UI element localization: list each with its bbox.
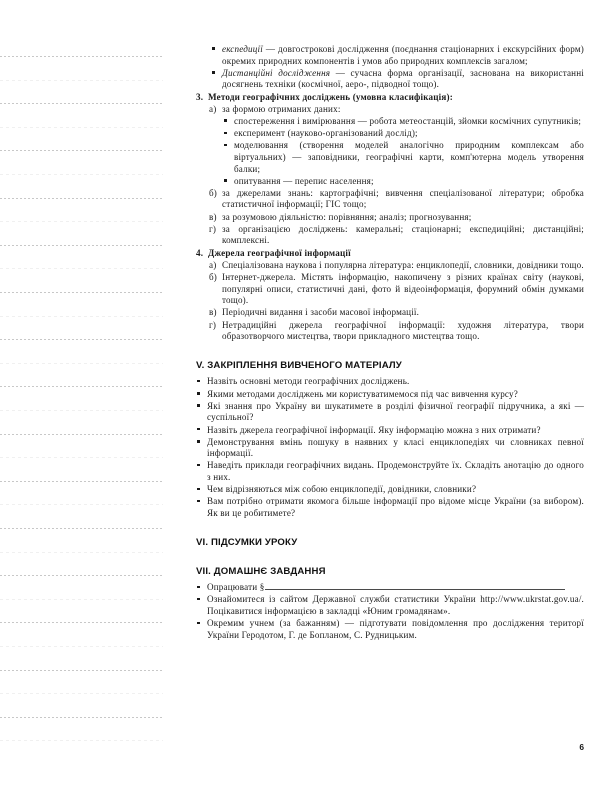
sub-item-text: Нетрадиційні джерела географічної інформації: художня література, твори образотворчого мистецтва, твори прикладного мистецтва тощо. (222, 319, 584, 342)
list-item (196, 425, 584, 437)
list-item-text: опитування — перепис населення; (234, 175, 374, 186)
list-item (196, 460, 584, 483)
square-bullet-icon (224, 179, 227, 182)
list-item (196, 484, 584, 496)
list-item (196, 496, 584, 519)
list-item-text: — сучасна форма організації, заснована на використанні досягнень техніки (космічної, аеро-, підводної тощо). (222, 67, 584, 90)
list-item-text: Назвіть джерела географічної інформації. Яку інформацію можна з них отримати? (207, 424, 541, 435)
sub-item-letter: б) (209, 187, 218, 198)
sub-item-letter: в) (209, 211, 217, 222)
section-heading-vi: VI. ПІДСУМКИ УРОКУ (196, 537, 298, 549)
list-item-text: Назвіть основні методи географічних досліджень. (207, 376, 410, 387)
homework-item-text: Окремим учнем (за бажанням) — підготувати повідомлення про дослідження територї України Геродотом, Г. де Бопланом, С. Рудницьким. (207, 618, 584, 640)
list-item-text: — довгострокові дослідження (поєднання стаціонарних і екскурсійних форм) окремих природних компонентів і умов або природних комплексів загалом; (222, 44, 584, 66)
item-number: 4. (196, 247, 204, 258)
sub-item-text: Періодичні видання і засоби масової інформації. (222, 307, 420, 318)
sub-item-text: Спеціалізована наукова і популярна література: енциклопедії, словники, довідники тощо. (222, 259, 584, 270)
sub-item-text: за організацією досліджень: камеральні; стаціонарні; експедиційні; дистанційні; комплексні. (222, 223, 584, 246)
list-item (196, 401, 584, 424)
sub-item-text: Інтернет-джерела. Містять інформацію, накопичену з різних країнах світу (наукові, популярні описи, статистичні дані, фото й відеоінформація, форумний обмін думками тощо). (222, 272, 584, 306)
list-item-text: моделювання (створення моделей аналогічно природним комплексам або віртуальних) — заповідники, географічні карти, комп'ютерна модель утворення балки; (234, 140, 584, 174)
section-heading-v: V. ЗАКРІПЛЕННЯ ВИВЧЕНОГО МАТЕРІАЛУ (196, 360, 402, 372)
item-title: Методи географічних досліджень (умовна класифікація): (208, 91, 453, 102)
list-item (196, 68, 584, 91)
list-item (196, 116, 584, 128)
square-bullet-icon (224, 144, 227, 147)
sub-item-text: за джерелами знань: картографічні; вивчення спеціалізованої літератури; обробка статистичної інформації; ГІС тощо; (222, 187, 584, 210)
homework-item-3 (196, 618, 584, 641)
list-item (196, 437, 584, 460)
numbered-item-4 (196, 248, 584, 260)
sub-item-letter: г) (209, 223, 217, 234)
list-item-text: спостереження і вимірювання — робота метеостанцій, зйомки космічних супутників; (234, 115, 582, 126)
sub-item-letter: б) (209, 272, 218, 282)
sub-item-3b (196, 188, 584, 211)
square-bullet-icon (197, 440, 200, 443)
list-item (196, 176, 584, 188)
item-title: Джерела географічної інформації (208, 247, 351, 258)
square-bullet-icon (197, 488, 200, 491)
square-bullet-icon (197, 392, 200, 395)
blank-fill-line[interactable] (265, 582, 565, 590)
sub-item-letter: а) (209, 259, 217, 270)
sub-item-text: за розумовою діяльністю: порівняння; аналіз; прогнозування; (222, 211, 472, 222)
spacer (196, 549, 584, 566)
sub-item-3c (196, 212, 584, 224)
square-bullet-icon (197, 380, 200, 383)
square-bullet-icon (224, 119, 227, 122)
numbered-item-3 (196, 92, 584, 104)
sub-item-3a (196, 104, 584, 116)
square-bullet-icon (197, 622, 200, 625)
list-item (196, 44, 584, 67)
term-emphasis: Дистанційні дослідження (222, 67, 331, 78)
square-bullet-icon (197, 428, 200, 431)
homework-item-text: Опрацювати § (207, 582, 265, 593)
list-item-text: Демонстрування вмінь пошуку в наявних у класі енциклопедіях чи словниках певної інформації. (207, 436, 584, 459)
homework-item-1 (196, 582, 584, 594)
list-item-text: Які знання про Україну ви шукатимете в розділі фізичної географії підручника, а які — суспільної? (207, 400, 584, 423)
square-bullet-icon (212, 71, 215, 74)
content-column (196, 44, 584, 642)
list-item-text: експеримент (науково-організований дослід); (234, 128, 418, 139)
sub-item-letter: г) (209, 319, 217, 330)
list-item (196, 128, 584, 140)
square-bullet-icon (197, 500, 200, 503)
square-bullet-icon (197, 586, 200, 589)
list-item (196, 389, 584, 401)
sub-item-letter: в) (209, 307, 217, 318)
square-bullet-icon (212, 47, 215, 50)
page-number: 6 (579, 742, 584, 752)
item-number: 3. (196, 91, 204, 102)
spacer (196, 520, 584, 537)
spacer (196, 343, 584, 360)
sub-item-4b (196, 272, 584, 307)
sub-item-letter: а) (209, 103, 217, 114)
list-item-text: Чем відрізняються між собою енциклопедії, довідники, словники? (207, 484, 477, 495)
list-item-text: Вам потрібно отримати якомога більше інформації про відоме місце України (за вибором). Як ви це робитимете? (207, 496, 584, 519)
square-bullet-icon (197, 404, 200, 407)
section-heading-vii: VII. ДОМАШНЄ ЗАВДАННЯ (196, 566, 326, 578)
sub-item-4d (196, 320, 584, 343)
square-bullet-icon (197, 464, 200, 467)
square-bullet-icon (224, 132, 227, 135)
square-bullet-icon (197, 598, 200, 601)
list-item (196, 376, 584, 388)
sub-item-4a (196, 260, 584, 272)
sub-item-3d (196, 224, 584, 247)
list-item-text: Наведіть приклади географічних видань. Продемонструйте їх. Складіть анотацію до одного з них. (207, 460, 584, 483)
list-item (196, 140, 584, 175)
sub-item-4c (196, 307, 584, 319)
homework-item-2 (196, 594, 584, 617)
homework-item-text: Ознайомитеся із сайтом Державної служби статистики України http://www.ukrstat.gov.ua/. Поцікавитися інформацією в закладці «Юним громадянам». (207, 594, 584, 616)
term-emphasis: експедиції (222, 44, 263, 54)
sub-item-text: за формою отриманих даних: (222, 103, 341, 114)
list-item-text: Якими методами досліджень ми користуватимемося під час вивчення курсу? (207, 388, 518, 399)
